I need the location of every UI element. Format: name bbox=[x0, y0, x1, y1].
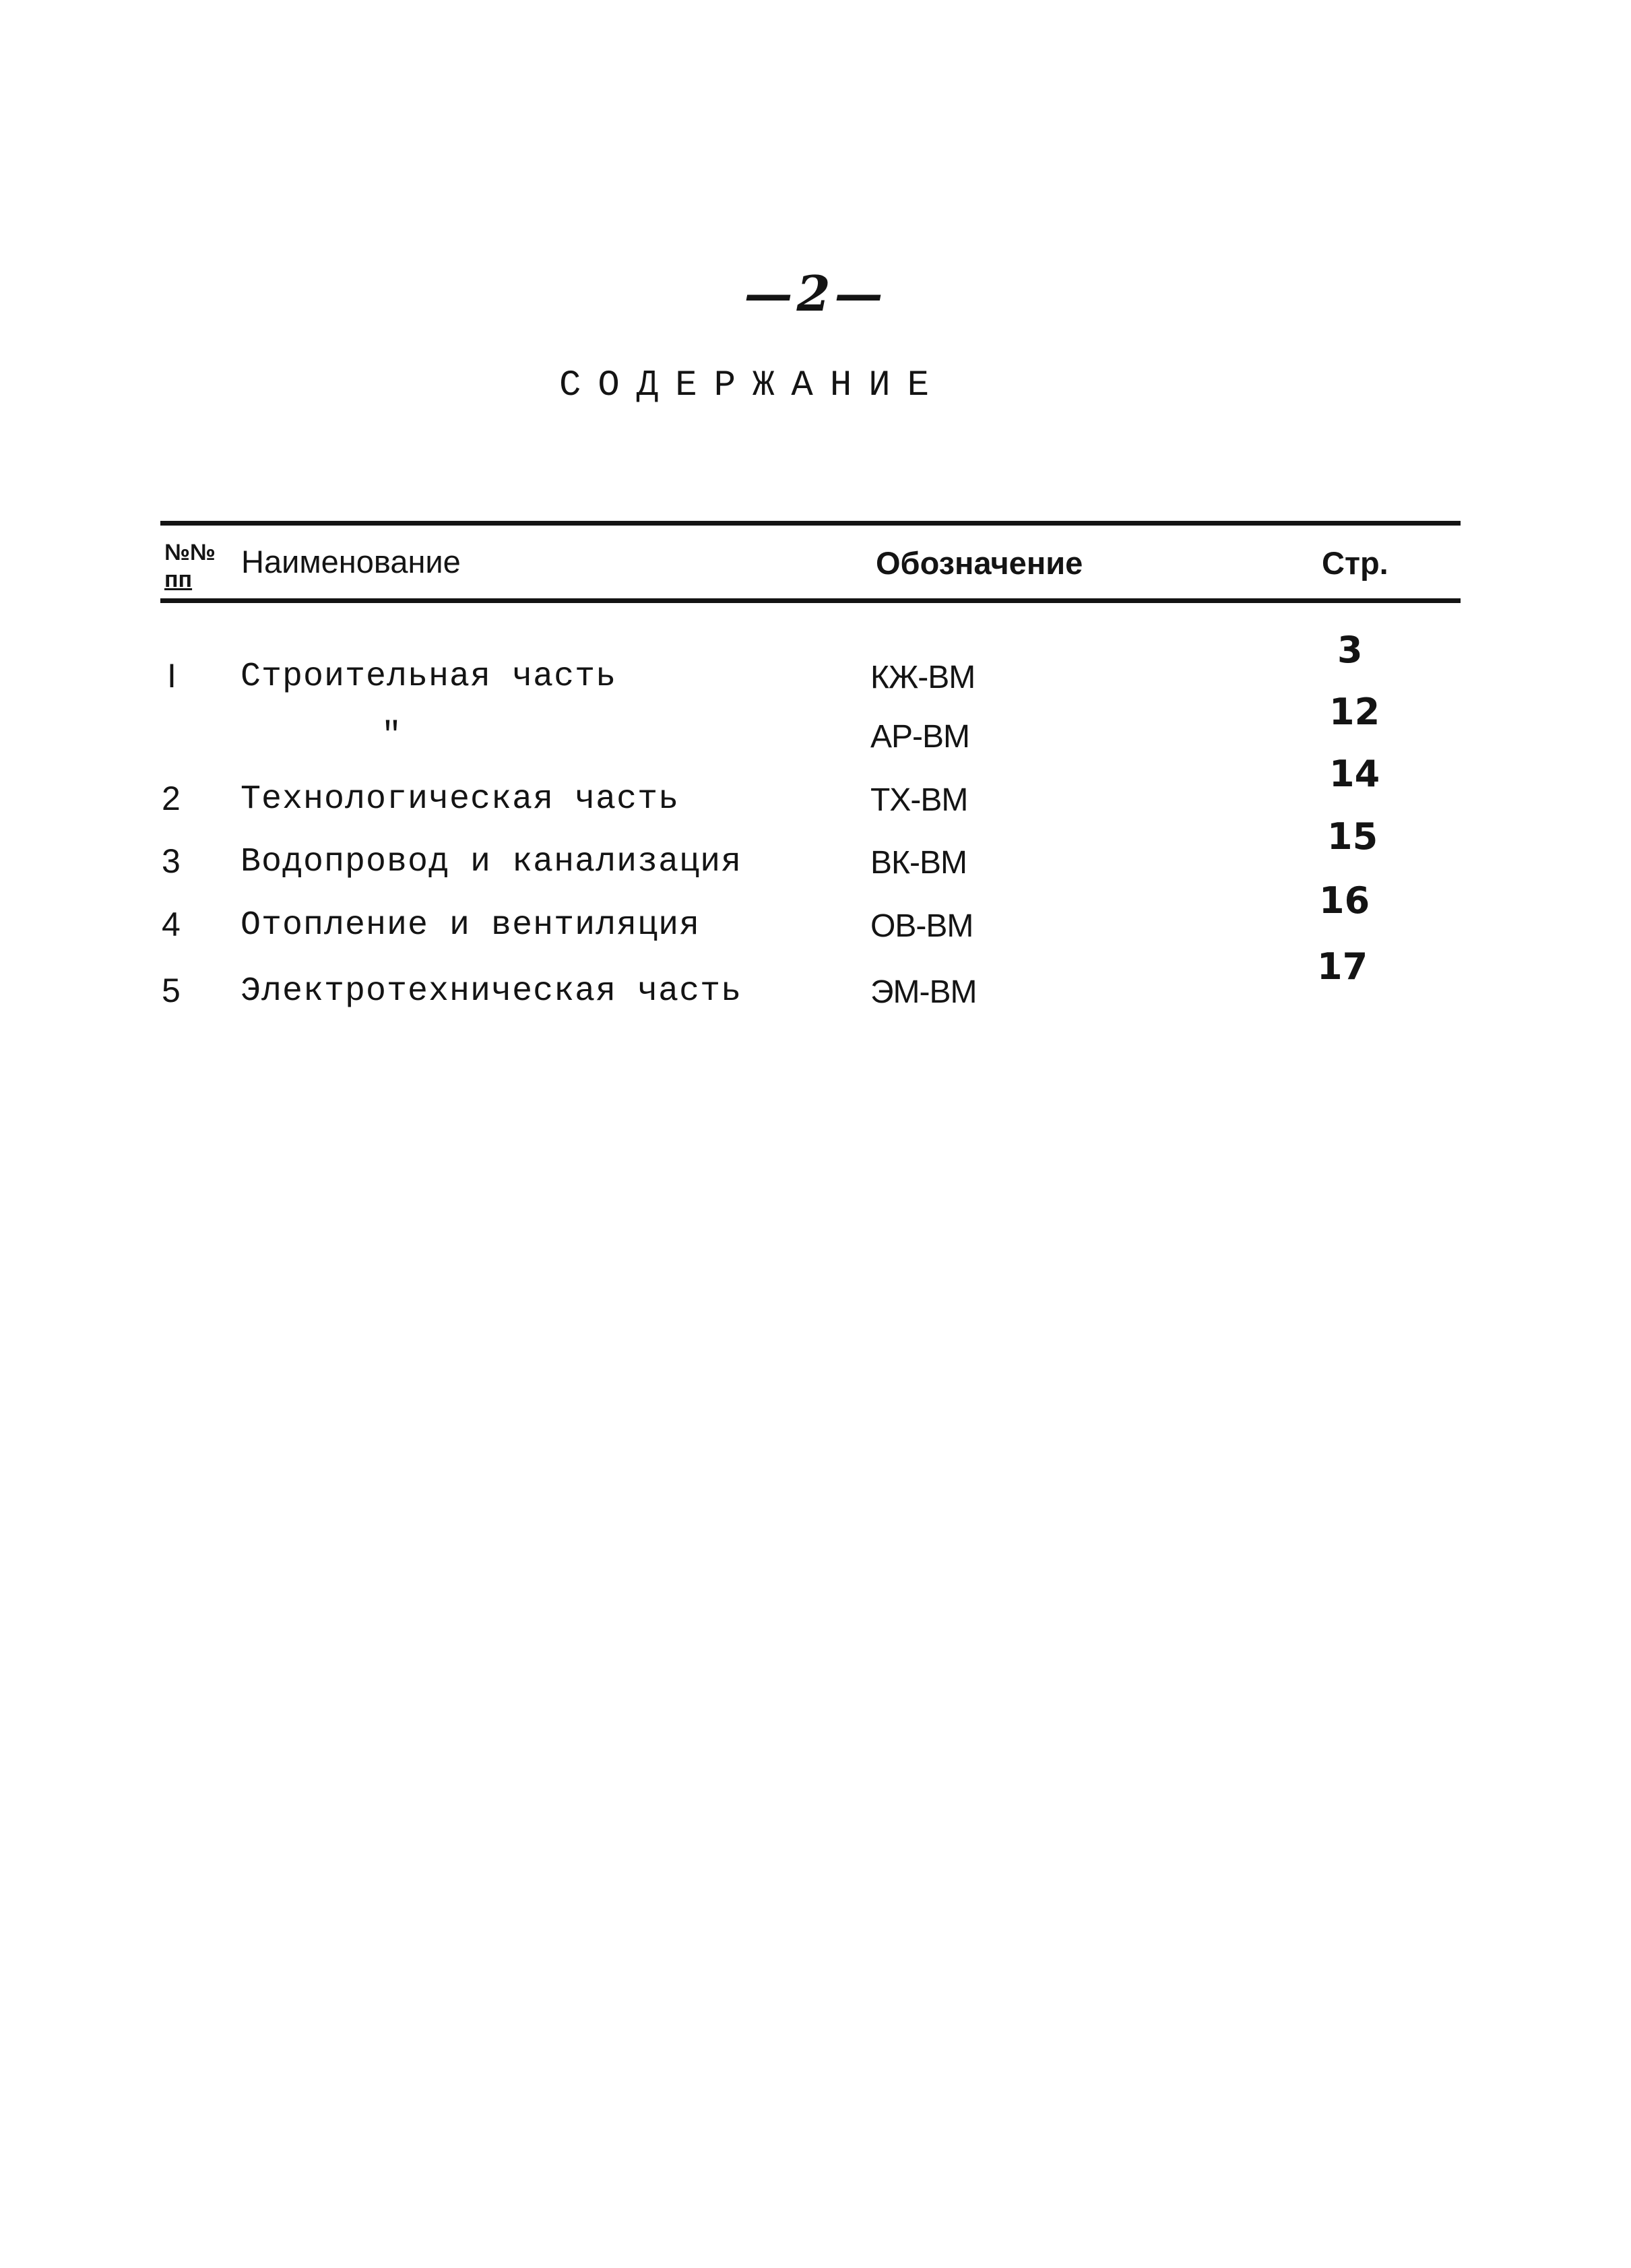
header-number-line1: №№ bbox=[164, 540, 216, 565]
row-number: 3 bbox=[162, 842, 181, 880]
header-number bbox=[164, 539, 216, 593]
row-page: 3 bbox=[1337, 629, 1363, 671]
row-number: 2 bbox=[162, 780, 181, 817]
row-number: 5 bbox=[162, 972, 181, 1009]
table-top-rule bbox=[160, 521, 1461, 526]
row-designation: ТХ-ВМ bbox=[870, 782, 968, 818]
table-header-rule bbox=[160, 598, 1461, 603]
row-page: 14 bbox=[1329, 753, 1380, 795]
row-name: Отопление и вентиляция bbox=[241, 906, 701, 945]
row-number: 4 bbox=[162, 906, 181, 943]
row-name-ditto: " bbox=[381, 717, 403, 755]
row-name: Строительная часть bbox=[241, 658, 617, 696]
row-designation: ЭМ-ВМ bbox=[870, 974, 977, 1010]
row-name: Электротехническая часть bbox=[241, 972, 742, 1011]
row-designation: ВК-ВМ bbox=[870, 845, 967, 881]
row-page: 17 bbox=[1317, 945, 1368, 988]
header-page: Стр. bbox=[1322, 545, 1388, 581]
row-number: I bbox=[167, 657, 177, 695]
row-page: 16 bbox=[1319, 879, 1370, 922]
header-designation: Обозначение bbox=[876, 545, 1083, 581]
row-page: 12 bbox=[1329, 691, 1380, 733]
row-designation: ОВ-ВМ bbox=[870, 908, 973, 944]
header-number-line2: пп bbox=[164, 567, 193, 592]
row-name: Технологическая часть bbox=[241, 780, 680, 819]
page-number: —2— bbox=[744, 265, 887, 322]
header-name: Наименование bbox=[241, 544, 461, 579]
document-title: СОДЕРЖАНИЕ bbox=[559, 365, 947, 406]
row-designation: КЖ-ВМ bbox=[870, 660, 976, 695]
row-page: 15 bbox=[1327, 815, 1378, 858]
row-designation: АР-ВМ bbox=[870, 719, 970, 755]
row-name: Водопровод и канализация bbox=[241, 843, 742, 881]
